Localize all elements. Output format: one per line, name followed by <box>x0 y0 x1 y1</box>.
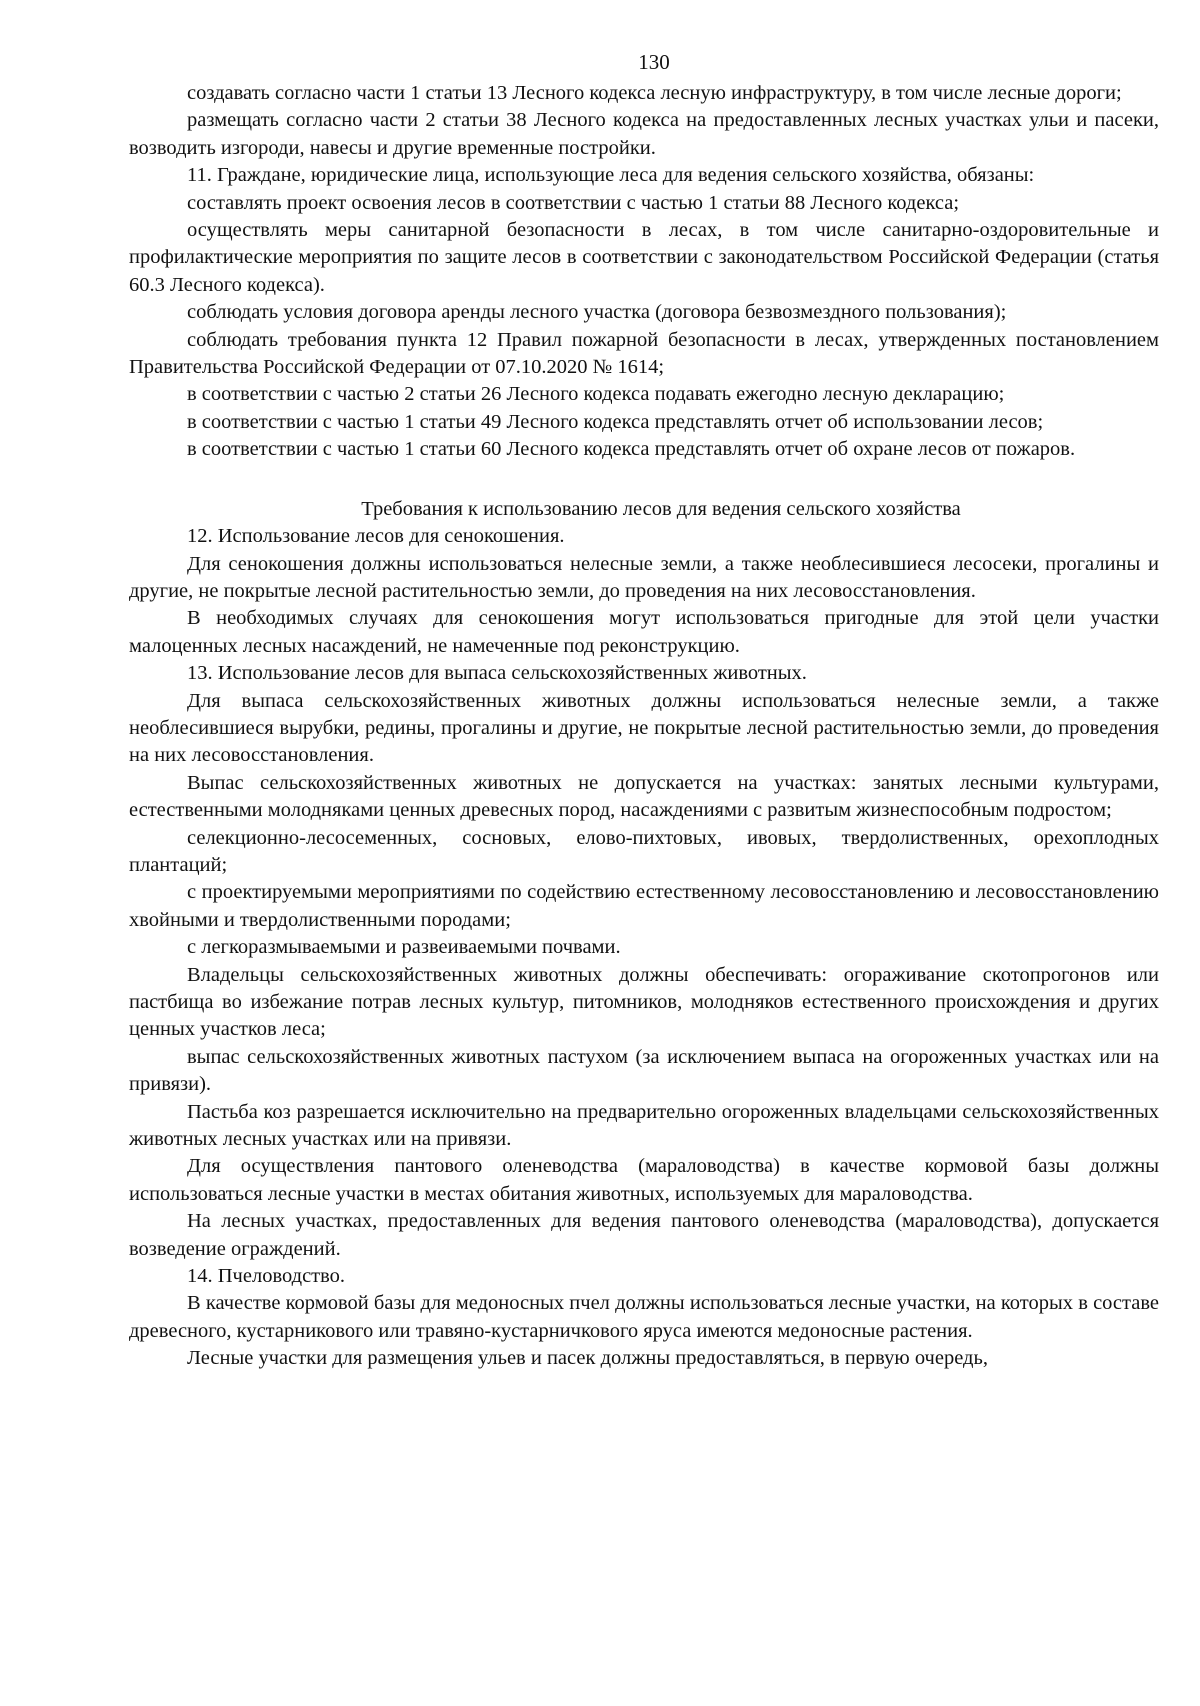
section-heading: Требования к использованию лесов для ведения сельского хозяйства <box>361 497 961 520</box>
paragraph: Для выпаса сельскохозяйственных животных должны использоваться нелесные земли, а также необлесившиеся вырубки, редины, прогалины и другие, не покрытые лесной растительностью земли, до проведения на них лесовосстановления. <box>129 689 1159 767</box>
document-page <box>129 48 1159 1373</box>
paragraph: В качестве кормовой базы для медоносных пчел должны использоваться лесные участки, на которых в составе древесного, кустарникового или травяно-кустарничкового яруса имеются медоносные растения. <box>129 1292 1159 1342</box>
paragraph: создавать согласно части 1 статьи 13 Лесного кодекса лесную инфраструктуру, в том числе лесные дороги; <box>187 82 1122 104</box>
paragraph: Лесные участки для размещения ульев и пасек должны предоставляться, в первую очередь, <box>187 1347 988 1370</box>
paragraph: составлять проект освоения лесов в соответствии с частью 1 статьи 88 Лесного кодекса; <box>187 191 960 214</box>
paragraph: 14. Пчеловодство. <box>187 1265 346 1288</box>
paragraph: 11. Граждане, юридические лица, использующие леса для ведения сельского хозяйства, обязаны: <box>187 164 1035 187</box>
paragraph: в соответствии с частью 1 статьи 60 Лесного кодекса представлять отчет об охране лесов от пожаров. <box>187 438 1076 461</box>
paragraph: Для осуществления пантового оленеводства (мараловодства) в качестве кормовой базы должны использоваться лесные участки в местах обитания животных, используемых для мараловодства. <box>129 1155 1159 1205</box>
paragraph: Пастьба коз разрешается исключительно на предварительно огороженных владельцами сельскохозяйственных животных лесных участках или на привязи. <box>129 1100 1159 1151</box>
paragraph: Для сенокошения должны использоваться нелесные земли, а также необлесившиеся лесосеки, прогалины и другие, не покрытые лесной растительностью земли, до проведения на них лесовосстановления. <box>129 552 1159 602</box>
paragraph: селекционно-лесосеменных, сосновых, елово-пихтовых, ивовых, твердолиственных, орехоплодных плантаций; <box>129 826 1159 876</box>
paragraph: выпас сельскохозяйственных животных пастухом (за исключением выпаса на огороженных участках или на привязи). <box>129 1045 1159 1096</box>
paragraph: На лесных участках, предоставленных для ведения пантового оленеводства (мараловодства), допускается возведение ограждений. <box>129 1210 1159 1260</box>
paragraph: с легкоразмываемыми и развеиваемыми почвами. <box>187 936 621 959</box>
paragraph: в соответствии с частью 2 статьи 26 Лесного кодекса подавать ежегодно лесную декларацию; <box>187 383 1005 406</box>
paragraph: Выпас сельскохозяйственных животных не допускается на участках: занятых лесными культурами, естественными молодняками ценных древесных пород, насаждениями с развитым жизнеспособным подростом; <box>129 771 1159 822</box>
page-number: 130 <box>638 50 670 74</box>
paragraph: В необходимых случаях для сенокошения могут использоваться пригодные для этой цели участки малоценных лесных насаждений, не намеченные под реконструкцию. <box>129 607 1159 657</box>
paragraph: соблюдать требования пункта 12 Правил пожарной безопасности в лесах, утвержденных постановлением Правительства Российской Федерации от 07.10.2020 № 1614; <box>129 328 1159 379</box>
paragraph: размещать согласно части 2 статьи 38 Лесного кодекса на предоставленных лесных участках ульи и пасеки, возводить изгороди, навесы и другие временные постройки. <box>129 109 1159 159</box>
paragraph: с проектируемыми мероприятиями по содействию естественному лесовосстановлению и лесовосстановлению хвойными и твердолиственными породами; <box>129 881 1159 931</box>
paragraph: осуществлять меры санитарной безопасности в лесах, в том числе санитарно-оздоровительные и профилактические мероприятия по защите лесов в соответствии с законодательством Российской Федерации (статья 60.3 Лесного кодекса). <box>129 219 1159 296</box>
paragraph: Владельцы сельскохозяйственных животных должны обеспечивать: огораживание скотопрогонов или пастбища во избежание потрав лесных культур, питомников, молодняков естественного происхождения и других ценных участков леса; <box>129 963 1159 1041</box>
paragraph: 13. Использование лесов для выпаса сельскохозяйственных животных. <box>187 662 807 685</box>
paragraph: 12. Использование лесов для сенокошения. <box>187 525 565 548</box>
paragraph: в соответствии с частью 1 статьи 49 Лесного кодекса представлять отчет об использовании лесов; <box>187 410 1044 433</box>
paragraph: соблюдать условия договора аренды лесного участка (договора безвозмездного пользования); <box>187 301 1007 324</box>
